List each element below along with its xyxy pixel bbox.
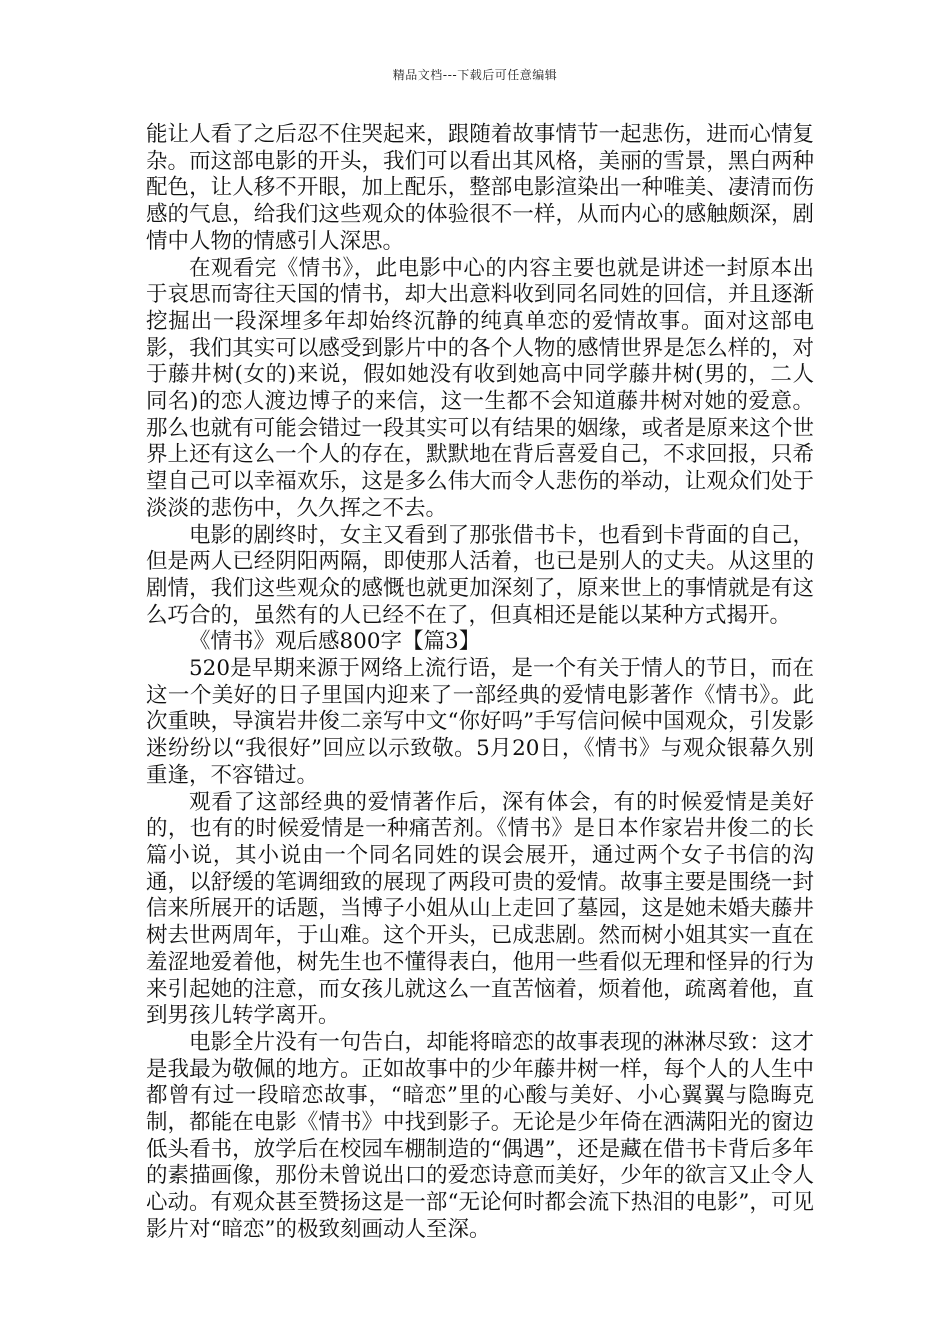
paragraph-6: 电影全片没有一句告白，却能将暗恋的故事表现的淋淋尽致：这才是我最为敬佩的地方。正如故事中的少年藤井树一样，每个人的人生中都曾有过一段暗恋故事，“暗恋”里的心酸与美好、小心翼翼与隐晦克制，都能在电影《情书》中找到影子。无论是少年倚在洒满阳光的窗边低头看书，放学后在校园车棚制造的“偶遇”，还是藏在借书卡背后多年的素描画像，那份未曾说出口的爱恋诗意而美好，少年的欲言又止令人心动。有观众甚至赞扬这是一部“无论何时都会流下热泪的电影”，可见影片对“暗恋”的极致刻画动人至深。 (146, 1029, 814, 1242)
document-body (146, 122, 814, 1244)
section-heading: 《情书》观后感800字【篇3】 (189, 629, 481, 655)
paragraph-2: 在观看完《情书》，此电影中心的内容主要也就是讲述一封原本出于哀思而寄往天国的情书，却大出意料收到同名同姓的回信，并且逐渐挖掘出一段深埋多年却始终沉静的纯真单恋的爱情故事。面对这部电影，我们其实可以感受到影片中的各个人物的感情世界是怎么样的，对于藤井树(女的)来说，假如她没有收到她高中同学藤井树(男的，二人同名)的恋人渡边博子的来信，这一生都不会知道藤井树对她的爱意。那么也就有可能会错过一段其实可以有结果的姻缘，或者是原来这个世界上还有这么一个人的存在，默默地在背后喜爱自己，不求回报，只希望自己可以幸福欢乐，这是多么伟大而令人悲伤的举动，让观众们处于淡淡的悲伤中，久久挥之不去。 (146, 255, 814, 521)
paragraph-3: 电影的剧终时，女主又看到了那张借书卡，也看到卡背面的自己，但是两人已经阴阳两隔，即使那人活着，也已是别人的丈夫。从这里的剧情，我们这些观众的感慨也就更加深刻了，原来世上的事情就是有这么巧合的，虽然有的人已经不在了，但真相还是能以某种方式揭开。 (146, 522, 814, 628)
page-header: 精品文档---下载后可任意编辑 (392, 68, 558, 82)
paragraph-5: 观看了这部经典的爱情著作后，深有体会，有的时候爱情是美好的，也有的时候爱情是一种痛苦剂。《情书》是日本作家岩井俊二的长篇小说，其小说由一个同名同姓的误会展开，通过两个女子书信的沟通，以舒缓的笔调细致的展现了两段可贵的爱情。故事主要是围绕一封信来所展开的话题，当博子小姐从山上走回了墓园，这是她未婚夫藤井树去世两周年，于山难。这个开头，已成悲剧。然而树小姐其实一直在羞涩地爱着他，树先生也不懂得表白，他用一些看似无理和怪异的行为来引起她的注意，而女孩儿就这么一直苦恼着，烦着他，疏离着他，直到男孩儿转学离开。 (146, 789, 814, 1029)
paragraph-1: 能让人看了之后忍不住哭起来，跟随着故事情节一起悲伤，进而心情复杂。而这部电影的开头，我们可以看出其风格，美丽的雪景，黑白两种配色，让人移不开眼，加上配乐，整部电影渲染出一种唯美、凄清而伤感的气息，给我们这些观众的体验很不一样，从而内心的感触颇深，剧情中人物的情感引人深思。 (146, 122, 814, 254)
paragraph-4: 520是早期来源于网络上流行语，是一个有关于情人的节日，而在这一个美好的日子里国内迎来了一部经典的爱情电影著作《情书》。此次重映，导演岩井俊二亲写中文“你好吗”手写信问候中国观众，引发影迷纷纷以“我很好”回应以示致敬。5月20日，《情书》与观众银幕久别重逢，不容错过。 (146, 656, 814, 788)
